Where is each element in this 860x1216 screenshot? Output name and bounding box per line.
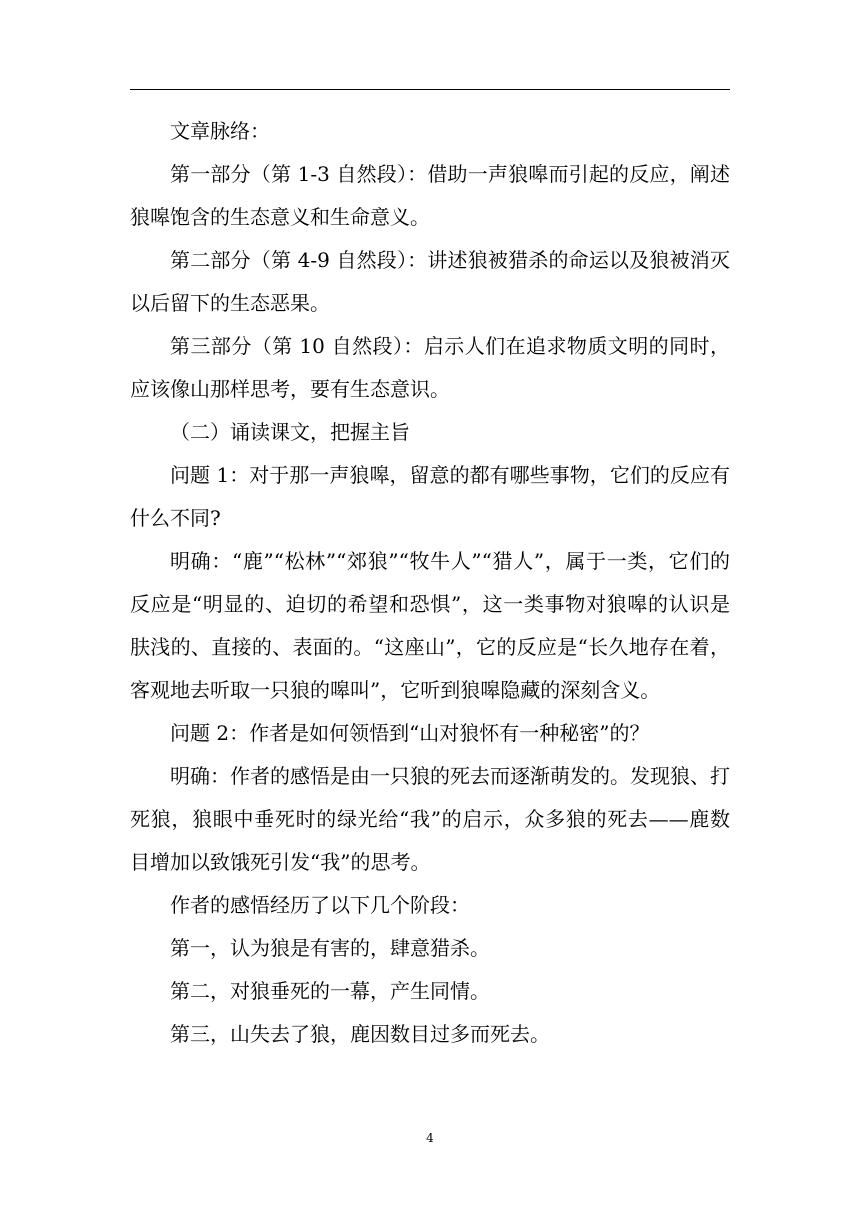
paragraph-stage-two: 第二，对狼垂死的一幕，产生同情。 [170, 979, 490, 1003]
paragraph-part-two: 第二部分（第 4-9 自然段）：讲述狼被猎杀的命运以及狼被消灭以后留下的生态恶果。 [130, 248, 730, 315]
page-number: 4 [426, 1131, 434, 1145]
section-heading: （二）诵读课文，把握主旨 [170, 420, 410, 444]
paragraph-question-two: 问题 2：作者是如何领悟到“山对狼怀有一种秘密”的？ [170, 721, 650, 745]
paragraph-part-one: 第一部分（第 1-3 自然段）：借助一声狼嗥而引起的反应，阐述狼嗥饱含的生态意义和生命意义。 [130, 162, 730, 229]
header-rule [130, 89, 730, 90]
paragraph-answer-two: 明确：作者的感悟是由一只狼的死去而逐渐萌发的。发现狼、打死狼，狼眼中垂死时的绿光给“我”的启示，众多狼的死去——鹿数目增加以致饿死引发“我”的思考。 [130, 764, 730, 874]
paragraph-part-three: 第三部分（第 10 自然段）：启示人们在追求物质文明的同时，应该像山那样思考，要有生态意识。 [130, 334, 730, 401]
paragraph-answer-one: 明确：“鹿”“松林”“郊狼”“牧牛人”“猎人”，属于一类，它们的反应是“明显的、迫切的希望和恐惧”，这一类事物对狼嗥的认识是肤浅的、直接的、表面的。“这座山”，它的反应是“长久地存在着，客观地去听取一只狼的嗥叫”，它听到狼嗥隐藏的深刻含义。 [130, 549, 730, 702]
paragraph-stage-three: 第三，山失去了狼，鹿因数目过多而死去。 [170, 1022, 550, 1046]
paragraph-stage-one: 第一，认为狼是有害的，肆意猎杀。 [170, 936, 490, 960]
paragraph-article-outline: 文章脉络： [170, 119, 270, 143]
document-body [130, 110, 730, 1056]
paragraph-question-one: 问题 1：对于那一声狼嗥，留意的都有哪些事物，它们的反应有什么不同? [130, 463, 730, 530]
paragraph-stages-intro: 作者的感悟经历了以下几个阶段： [170, 893, 470, 917]
